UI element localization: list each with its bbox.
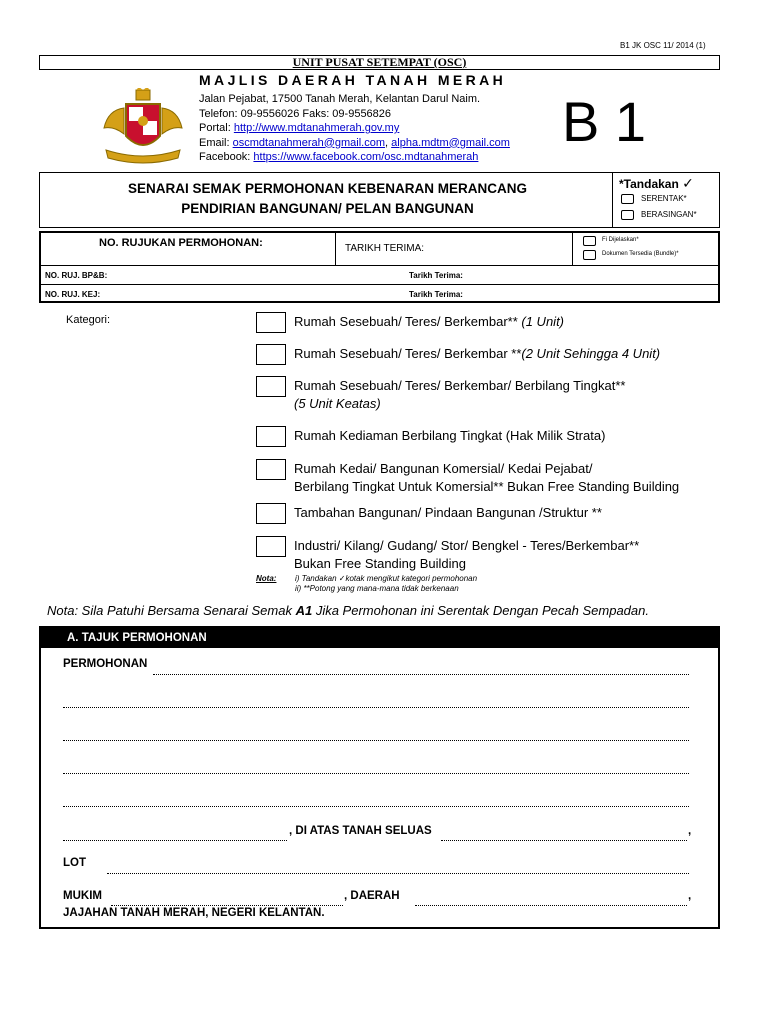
form-code: B1 JK OSC 11/ 2014 (1): [620, 41, 706, 50]
fi-dijelaskan-label: Fi Dijelaskan*: [602, 237, 639, 243]
form-title-line2: PENDIRIAN BANGUNAN/ PELAN BANGUNAN: [181, 201, 474, 216]
mukim-line[interactable]: [111, 905, 343, 906]
permohonan-line-2[interactable]: [63, 707, 689, 708]
council-contact: [199, 92, 510, 165]
dokumen-label: Dokumen Tersedia (Bundle)*: [602, 251, 679, 257]
council-crest-icon: [96, 88, 190, 168]
tandakan-panel: [612, 172, 720, 228]
council-phone: Telefon: 09-9556026 Faks: 09-9556826: [199, 107, 392, 120]
kategori-label: Kategori:: [66, 314, 111, 326]
luas-prefix-line[interactable]: [63, 840, 287, 841]
tandakan-label: *Tandakan ✓: [619, 175, 694, 191]
fi-dijelaskan-checkbox[interactable]: [583, 236, 596, 246]
section-a: [39, 626, 720, 929]
ruj-bpb-tarikh: Tarikh Terima:: [409, 271, 463, 280]
permohonan-line-5[interactable]: [63, 806, 689, 807]
tarikh-terima-label: TARIKH TERIMA:: [345, 243, 425, 254]
kategori-checkbox-5[interactable]: [256, 459, 286, 480]
unit-header-bar: [39, 55, 720, 70]
lot-label: LOT: [63, 857, 86, 869]
title-box: [39, 172, 720, 228]
form-title-line1: SENARAI SEMAK PERMOHONAN KEBENARAN MERANCANG: [127, 181, 527, 196]
kategori-checkbox-6[interactable]: [256, 503, 286, 524]
council-address: Jalan Pejabat, 17500 Tanah Merah, Kelantan Darul Naim.: [199, 93, 481, 105]
daerah-comma: ,: [688, 890, 692, 902]
portal-link[interactable]: http://www.mdtanahmerah.gov.my: [233, 122, 400, 134]
council-name: MAJLIS DAERAH TANAH MERAH: [199, 72, 507, 88]
reference-table: [39, 231, 720, 303]
permohonan-line-3[interactable]: [63, 740, 689, 741]
kategori-item-2: Rumah Sesebuah/ Teres/ Berkembar **(2 Unit Sehingga 4 Unit): [294, 346, 661, 361]
serentak-checkbox[interactable]: [621, 194, 634, 204]
kategori-checkbox-1[interactable]: [256, 312, 286, 333]
kategori-checkbox-7[interactable]: [256, 536, 286, 557]
daerah-line[interactable]: [415, 905, 687, 906]
permohonan-label: PERMOHONAN: [63, 658, 148, 670]
ruj-bpb-label: NO. RUJ. BP&B:: [45, 271, 108, 280]
form-title: [40, 179, 615, 219]
kategori-checkbox-3[interactable]: [256, 376, 286, 397]
kategori-item-4: Rumah Kediaman Berbilang Tingkat (Hak Milik Strata): [294, 428, 606, 443]
berasingan-checkbox[interactable]: [621, 210, 634, 220]
daerah-label: , DAERAH: [344, 890, 400, 902]
council-facebook: Facebook: https://www.facebook.com/osc.mdtanahmerah: [199, 151, 479, 163]
council-portal: Portal: http://www.mdtanahmerah.gov.my: [199, 122, 400, 134]
serentak-label: SERENTAK*: [641, 194, 687, 203]
luas-comma: ,: [688, 825, 692, 837]
nota-line-1: i) Tandakan ✓kotak mengikut kategori permohonan: [295, 574, 478, 583]
nota-line-2: ii) **Potong yang mana-mana tidak berkenaan: [295, 584, 459, 593]
kategori-item-6: Tambahan Bangunan/ Pindaan Bangunan /Struktur **: [294, 505, 602, 520]
lot-line[interactable]: [107, 873, 689, 874]
nota-text: [295, 574, 477, 594]
di-atas-label: , DI ATAS TANAH SELUAS: [289, 825, 432, 837]
jajahan-text: JAJAHAN TANAH MERAH, NEGERI KELANTAN.: [63, 907, 325, 919]
berasingan-label: BERASINGAN*: [641, 210, 697, 219]
unit-title: UNIT PUSAT SETEMPAT (OSC): [292, 55, 467, 69]
kategori-item-7: Industri/ Kilang/ Gudang/ Stor/ Bengkel - Teres/Berkembar** Bukan Free Standing Building: [294, 538, 640, 571]
email-link-1[interactable]: oscmdtanahmerah@gmail.com: [232, 136, 386, 149]
facebook-link[interactable]: https://www.facebook.com/osc.mdtanahmerah: [253, 151, 479, 163]
kategori-item-1: Rumah Sesebuah/ Teres/ Berkembar** (1 Unit): [294, 314, 565, 329]
nota-main: Nota: Sila Patuhi Bersama Senarai Semak A1 Jika Permohonan ini Serentak Dengan Pecah Sempadan.: [47, 603, 649, 618]
permohonan-line-1[interactable]: [153, 674, 689, 675]
ruj-kej-label: NO. RUJ. KEJ:: [45, 290, 101, 299]
permohonan-line-4[interactable]: [63, 773, 689, 774]
ruj-kej-tarikh: Tarikh Terima:: [409, 290, 463, 299]
kategori-item-3: Rumah Sesebuah/ Teres/ Berkembar/ Berbilang Tingkat** (5 Unit Keatas): [294, 378, 626, 411]
no-rujukan-label: NO. RUJUKAN PERMOHONAN:: [99, 237, 263, 249]
kategori-checkbox-4[interactable]: [256, 426, 286, 447]
luas-line[interactable]: [441, 840, 687, 841]
council-email: Email: oscmdtanahmerah@gmail.com, alpha.mdtm@gmail.com: [199, 136, 510, 149]
mukim-label: MUKIM: [63, 890, 102, 902]
dokumen-checkbox[interactable]: [583, 250, 596, 260]
email-link-2[interactable]: alpha.mdtm@gmail.com: [391, 136, 510, 149]
kategori-checkbox-2[interactable]: [256, 344, 286, 365]
section-a-header: A. TAJUK PERMOHONAN: [41, 628, 718, 648]
nota-label: Nota:: [256, 574, 277, 583]
form-id: B 1: [562, 90, 647, 153]
kategori-item-5: Rumah Kedai/ Bangunan Komersial/ Kedai Pejabat/ Berbilang Tingkat Untuk Komersial** Bukan Free Standing Building: [294, 461, 680, 494]
